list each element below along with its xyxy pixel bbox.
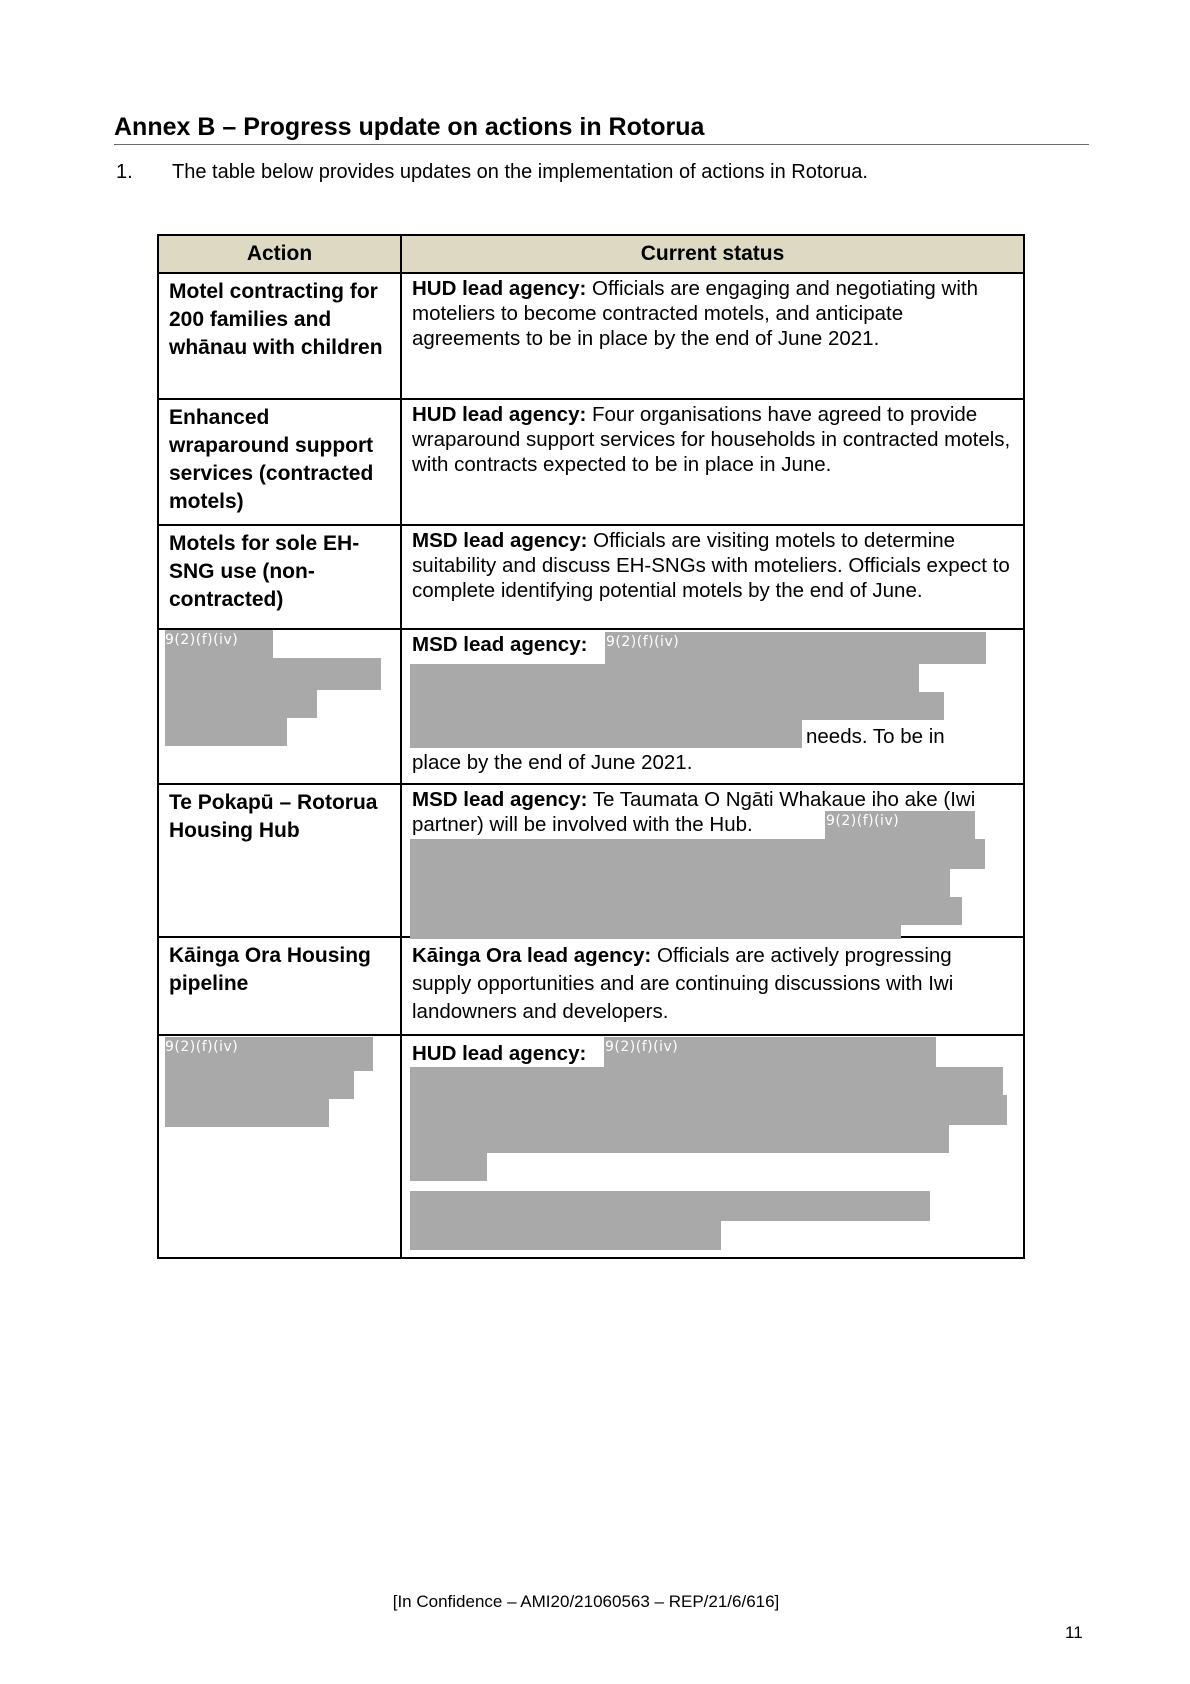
table-row	[158, 399, 1024, 525]
status-cell	[401, 937, 1024, 1035]
status-cell	[401, 525, 1024, 629]
redaction-block	[410, 869, 950, 897]
redaction-block	[165, 718, 287, 746]
paragraph-number: 1.	[116, 161, 133, 183]
status-text: Officials are engaging and negotiating with moteliers to become contracted motels, and anticipate agreements to be in place by the end of June 2021.	[412, 277, 978, 350]
lead-agency: MSD lead agency:	[412, 788, 588, 811]
table-row	[158, 784, 1024, 937]
action-cell: Motel contracting for 200 families and whānau with children	[158, 273, 401, 399]
action-cell-redacted	[158, 1035, 401, 1258]
redaction-block	[410, 720, 802, 748]
status-cell	[401, 784, 1024, 937]
header-status: Current status	[401, 235, 1024, 273]
action-cell: Enhanced wraparound support services (contracted motels)	[158, 399, 401, 525]
redaction-block	[410, 1125, 949, 1153]
redaction-block	[410, 664, 919, 692]
lead-agency: HUD lead agency:	[412, 1042, 587, 1065]
status-text: Officials are visiting motels to determine suitability and discuss EH-SNGs with moteliers. Officials expect to complete identifying potential motels by the end of June.	[412, 529, 1010, 602]
status-text: Officials are actively progressing supply opportunities and are continuing discussions with Iwi landowners and developers.	[412, 944, 954, 1023]
lead-agency: MSD lead agency:	[412, 633, 588, 656]
redaction-label: 9(2)(f)(iv)	[826, 813, 900, 829]
redaction-block	[165, 658, 381, 690]
status-cell	[401, 273, 1024, 399]
redaction-block	[165, 690, 317, 718]
redaction-label: 9(2)(f)(iv)	[165, 632, 239, 648]
table-row-redacted	[158, 1035, 1024, 1258]
action-cell: Te Pokapū – Rotorua Housing Hub	[158, 784, 401, 937]
intro-paragraph	[116, 159, 868, 185]
redaction-label: 9(2)(f)(iv)	[606, 634, 680, 650]
redaction-block	[165, 1099, 329, 1127]
intro-text: The table below provides updates on the implementation of actions in Rotorua.	[172, 161, 868, 183]
table-header-row	[158, 235, 1024, 273]
redaction-block	[410, 1095, 1007, 1125]
redaction-block	[410, 839, 985, 869]
action-cell: Kāinga Ora Housing pipeline	[158, 937, 401, 1035]
status-text: Te Taumata O Ngāti Whakaue iho ake (Iwi partner) will be involved with the Hub.	[412, 788, 976, 836]
redaction-block	[410, 897, 962, 925]
redaction-block	[165, 1071, 354, 1099]
action-cell-redacted	[158, 629, 401, 784]
status-text: place by the end of June 2021.	[412, 751, 693, 774]
action-cell: Motels for sole EH-SNG use (non-contracted)	[158, 525, 401, 629]
table-row-redacted	[158, 629, 1024, 784]
status-text: needs. To be in	[806, 725, 945, 748]
status-cell-redacted	[401, 629, 1024, 784]
redaction-block	[410, 1221, 721, 1250]
lead-agency: HUD lead agency:	[412, 403, 587, 426]
lead-agency: HUD lead agency:	[412, 277, 587, 300]
lead-agency: Kāinga Ora lead agency:	[412, 944, 652, 967]
redaction-label: 9(2)(f)(iv)	[165, 1039, 239, 1055]
table-row	[158, 525, 1024, 629]
lead-agency: MSD lead agency:	[412, 529, 588, 552]
redaction-block	[410, 1067, 1003, 1095]
page-number: 11	[1065, 1623, 1083, 1642]
annex-heading: Annex B – Progress update on actions in Rotorua	[114, 112, 1089, 145]
redaction-block	[410, 1191, 930, 1221]
header-action: Action	[158, 235, 401, 273]
progress-table	[157, 234, 1025, 1259]
status-cell-redacted	[401, 1035, 1024, 1258]
redaction-label: 9(2)(f)(iv)	[605, 1039, 679, 1055]
redaction-block	[410, 692, 944, 720]
redaction-block	[410, 1153, 487, 1181]
table-row	[158, 937, 1024, 1035]
footer-classification: [In Confidence – AMI20/21060563 – REP/21/6/616]	[392, 1592, 780, 1611]
table-row	[158, 273, 1024, 399]
status-cell	[401, 399, 1024, 525]
status-text: Four organisations have agreed to provide wraparound support services for households in contracted motels, with contracts expected to be in place in June.	[412, 403, 1011, 476]
